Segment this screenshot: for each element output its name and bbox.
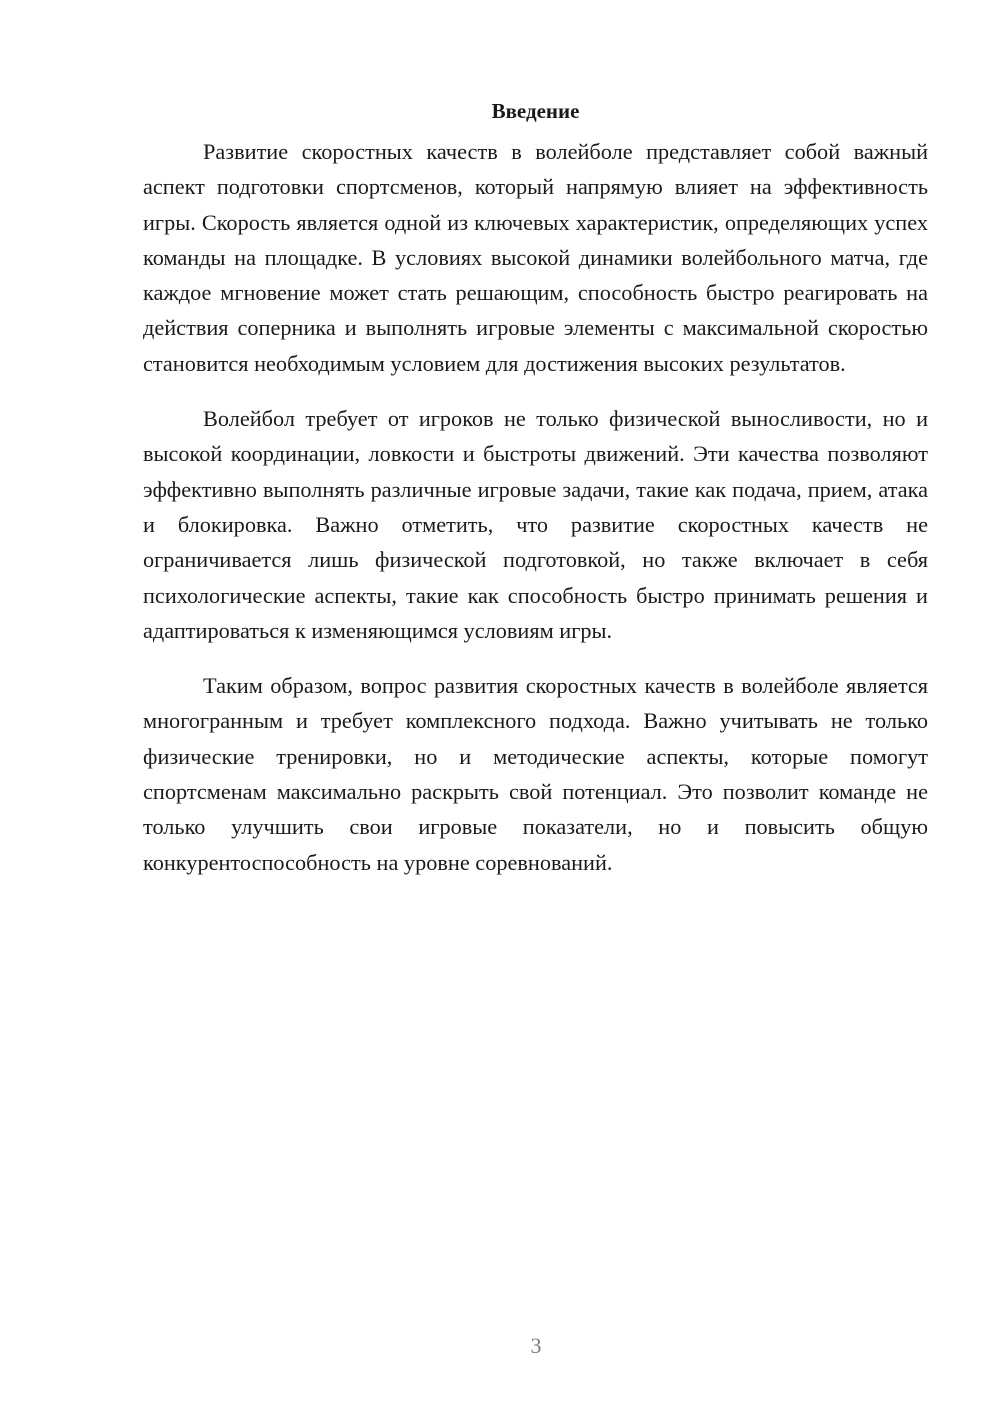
paragraph-3: Таким образом, вопрос развития скоростных качеств в волейболе является многогранным и требует комплексного подхода. Важно учитывать не только физические тренировки, но и методические аспекты, которые помогут спортсменам максимально раскрыть свой потенциал. Это позволит команде не только улучшить свои игровые показатели, но и повысить общую конкурентоспособность на уровне соревнований. — [143, 673, 928, 875]
page-content — [143, 96, 928, 900]
paragraph-1: Развитие скоростных качеств в волейболе представляет собой важный аспект подготовки спортсменов, который напрямую влияет на эффективность игры. Скорость является одной из ключевых характеристик, определяющих успех команды на площадке. В условиях высокой динамики волейбольного матча, где каждое мгновение может стать решающим, способность быстро реагировать на действия соперника и выполнять игровые элементы с максимальной скоростью становится необходимым условием для достижения высоких результатов. — [143, 139, 928, 376]
page-number: 3 — [530, 1333, 542, 1358]
section-heading: Введение — [491, 99, 580, 123]
paragraph-2: Волейбол требует от игроков не только физической выносливости, но и высокой координации, ловкости и быстроты движений. Эти качества позволяют эффективно выполнять различные игровые задачи, такие как подача, прием, атака и блокировка. Важно отметить, что развитие скоростных качеств не ограничивается лишь физической подготовкой, но также включает в себя психологические аспекты, такие как способность быстро принимать решения и адаптироваться к изменяющимся условиям игры. — [143, 406, 928, 643]
